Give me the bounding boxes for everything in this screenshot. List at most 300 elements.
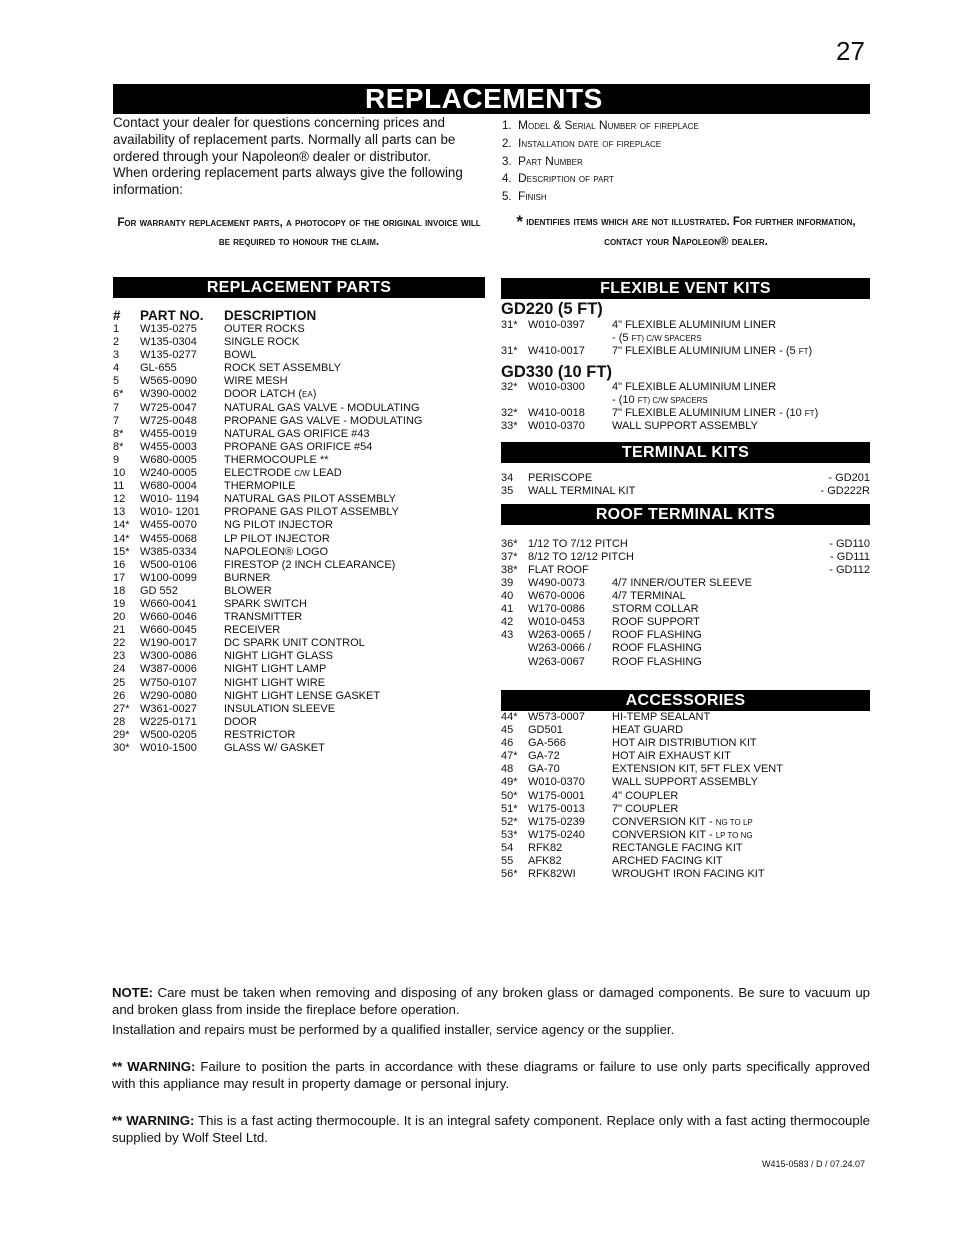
part-description: WIRE MESH (224, 375, 288, 388)
item-number: 50* (501, 789, 518, 802)
part-number: W390-0002 (140, 388, 197, 401)
order-info-item: 2. Installation date of fireplace (502, 135, 662, 150)
part-number: W750-0107 (140, 676, 197, 689)
part-description: 4/7 TERMINAL (612, 590, 686, 603)
part-number: W010- 1194 (140, 493, 200, 506)
part-number: W455-0070 (140, 519, 197, 532)
part-number: W263-0066 / (528, 642, 591, 655)
warning-label: ** WARNING: (112, 1113, 195, 1128)
part-description: NIGHT LIGHT LAMP (224, 663, 327, 676)
item-number: 6* (113, 388, 124, 401)
note-paragraph (112, 984, 870, 1018)
table-row (501, 407, 870, 420)
table-row (501, 868, 870, 881)
part-number: W500-0106 (140, 558, 197, 571)
item-number: 15* (113, 545, 130, 558)
warning-paragraph-2 (112, 1112, 870, 1146)
part-description: BLOWER (224, 584, 272, 597)
part-description: WALL SUPPORT ASSEMBLY (612, 776, 758, 789)
gd330-table (501, 381, 870, 433)
part-number: W010-0370 (528, 420, 585, 433)
item-number: 23 (113, 650, 126, 663)
part-description: THERMOCOUPLE ** (224, 453, 329, 466)
part-description: BURNER (224, 571, 271, 584)
replacement-parts-header-row (113, 308, 485, 324)
part-description: THERMOPILE (224, 480, 296, 493)
item-number: 30* (113, 742, 130, 754)
part-description: TRANSMITTER (224, 611, 303, 624)
table-row (501, 656, 870, 669)
item-number: 48 (501, 763, 514, 776)
item-number: 19 (113, 597, 126, 610)
part-number: RFK82 (528, 841, 563, 854)
part-number: W190-0017 (140, 637, 197, 650)
part-number: W225-0171 (140, 715, 197, 728)
intro-paragraph-2: When ordering replacement parts always give the following information: (113, 165, 463, 198)
part-number: W175-0001 (528, 789, 585, 802)
roof-terminal-parts-table (501, 577, 870, 669)
table-row (113, 402, 485, 415)
part-number: W010-0370 (528, 776, 585, 789)
table-row (501, 472, 870, 485)
part-number: GA-566 (528, 737, 566, 750)
part-number: W170-0086 (528, 603, 585, 616)
part-number: W290-0080 (140, 689, 197, 702)
table-row (113, 703, 485, 716)
part-description: RECEIVER (224, 624, 281, 637)
part-number: W010- 1201 (140, 506, 200, 519)
table-row (113, 742, 485, 755)
part-number: W135-0277 (140, 349, 197, 362)
note-label: NOTE: (112, 985, 154, 1000)
warning-paragraph-1 (112, 1058, 870, 1092)
description-small-caps: C/W (294, 469, 310, 479)
kit-description: 1/12 TO 7/12 PITCH (528, 538, 628, 550)
table-row (113, 585, 485, 598)
item-number: 45 (501, 724, 514, 737)
item-number: 42 (501, 616, 514, 629)
kit-code: - GD112 (829, 564, 870, 577)
item-number: 32* (501, 381, 518, 393)
item-number: 55 (501, 855, 514, 868)
kit-description: WALL TERMINAL KIT (528, 485, 636, 498)
item-number: 38* (501, 564, 518, 577)
order-info-item: 3. Part Number (502, 153, 583, 168)
item-number: 29* (113, 728, 130, 741)
part-number: W410-0017 (528, 345, 585, 358)
part-description: NATURAL GAS ORIFICE #43 (224, 427, 370, 440)
kit-code: - GD111 (830, 551, 870, 564)
part-number: W680-0005 (140, 453, 197, 466)
part-description: DOOR LATCH (EA) (224, 388, 317, 401)
table-row (501, 855, 870, 868)
part-description: 7" FLEXIBLE ALUMINIUM LINER - (5 FT) (612, 345, 813, 358)
item-number: 12 (113, 493, 126, 506)
part-description: DC SPARK UNIT CONTROL (224, 637, 365, 650)
part-description: 4" COUPLER (612, 789, 679, 802)
order-info-list (502, 117, 872, 206)
table-row (501, 776, 870, 789)
item-number: 31* (501, 319, 518, 331)
intro-paragraph-1: Contact your dealer for questions concerning prices and availability of replacement parts. Normally all parts can be ordered through your Napoleon® dealer or distributor. (113, 115, 456, 164)
part-description: LP PILOT INJECTOR (224, 532, 330, 545)
table-row (113, 428, 485, 441)
warning-text: This is a fast acting thermocouple. It is an integral safety component. Replace only with a fast acting thermocouple supplied by Wolf Steel Ltd. (112, 1113, 870, 1145)
table-row (113, 493, 485, 506)
part-description: ROOF FLASHING (612, 655, 702, 668)
part-description: 4/7 INNER/OUTER SLEEVE (612, 577, 752, 589)
table-row (501, 790, 870, 803)
gd220-table (501, 319, 870, 358)
item-number: 21 (113, 624, 126, 637)
item-number: 46 (501, 737, 514, 750)
star-note (500, 212, 872, 252)
table-row (501, 551, 870, 564)
column-header-part-no: PART NO. (140, 308, 204, 323)
kit-code: - GD201 (828, 472, 870, 484)
item-number: 54 (501, 841, 514, 854)
warning-text: Failure to position the parts in accordance with these diagrams or failure to use only parts specifically approved with this appliance may result in property damage or personal injury. (112, 1059, 870, 1091)
table-row (501, 829, 870, 842)
item-number: 44* (501, 711, 518, 723)
part-number: W500-0205 (140, 728, 197, 741)
table-row (501, 737, 870, 750)
table-row (113, 467, 485, 480)
terminal-kits-heading: TERMINAL KITS (501, 442, 870, 463)
item-number: 40 (501, 590, 514, 603)
item-number: 22 (113, 637, 126, 650)
item-number: 51* (501, 802, 518, 815)
part-number: W660-0041 (140, 597, 197, 610)
table-row (113, 415, 485, 428)
item-number: 52* (501, 815, 518, 828)
table-row (501, 538, 870, 551)
part-number: W490-0073 (528, 577, 585, 589)
part-description: SINGLE ROCK (224, 336, 300, 349)
item-number: 13 (113, 506, 126, 519)
column-header-number: # (113, 308, 121, 323)
description-small-caps: FT (798, 347, 809, 357)
part-number: W175-0240 (528, 828, 585, 841)
accessories-heading: ACCESSORIES (501, 690, 870, 711)
part-number: W565-0090 (140, 375, 197, 388)
item-number: 7 (113, 414, 120, 427)
part-number: W660-0046 (140, 611, 197, 624)
install-paragraph (112, 1021, 870, 1038)
part-description: NATURAL GAS PILOT ASSEMBLY (224, 493, 396, 506)
replacement-parts-table (113, 323, 485, 755)
part-description: HOT AIR DISTRIBUTION KIT (612, 737, 757, 750)
part-description: BOWL (224, 349, 257, 362)
order-info-item: 5. Finish (502, 189, 547, 204)
part-description: NG PILOT INJECTOR (224, 519, 334, 532)
part-number: W660-0045 (140, 624, 197, 637)
table-row (113, 559, 485, 572)
item-number: 53* (501, 828, 518, 841)
part-description: INSULATION SLEEVE (224, 702, 336, 715)
warranty-note: For warranty replacement parts, a photocopy of the original invoice will be required to honour the claim. (117, 217, 481, 248)
part-description: DOOR (224, 715, 257, 728)
table-row (501, 319, 870, 332)
part-description: 7" FLEXIBLE ALUMINIUM LINER - (10 FT) (612, 407, 819, 420)
document-code: W415-0583 / D / 07.24.07 (762, 1159, 866, 1169)
warning-label: ** WARNING: (112, 1059, 196, 1074)
part-number: AFK82 (528, 855, 562, 868)
item-number: 14* (113, 519, 130, 532)
table-row (501, 394, 870, 407)
part-description: SPARK SWITCH (224, 597, 307, 610)
table-row (113, 572, 485, 585)
gd330-heading: GD330 (10 FT) (501, 363, 612, 381)
part-number: GA-72 (528, 750, 560, 763)
part-description: ROOF FLASHING (612, 629, 702, 642)
replacement-parts-heading: REPLACEMENT PARTS (113, 277, 485, 298)
table-row (113, 598, 485, 611)
part-description: ROCK SET ASSEMBLY (224, 362, 341, 375)
description-small-caps: FT) C/W SPACERS (631, 334, 702, 344)
part-description: CONVERSION KIT - LP TO NG (612, 828, 753, 841)
item-number: 8* (113, 440, 124, 453)
part-description: PROPANE GAS ORIFICE #54 (224, 440, 373, 453)
part-description: ELECTRODE C/W LEAD (224, 467, 342, 480)
table-row (501, 711, 870, 724)
part-number: W455-0003 (140, 440, 197, 453)
table-row (113, 611, 485, 624)
table-row (501, 803, 870, 816)
item-number: 4 (113, 362, 120, 375)
description-small-caps: FT) C/W SPACERS (637, 396, 708, 406)
roof-terminal-kits-heading: ROOF TERMINAL KITS (501, 504, 870, 525)
table-row (501, 577, 870, 590)
part-description: HI-TEMP SEALANT (612, 711, 711, 723)
part-number: W455-0068 (140, 532, 197, 545)
table-row (113, 637, 485, 650)
part-description: STORM COLLAR (612, 603, 699, 616)
table-row (113, 519, 485, 532)
part-number: W670-0006 (528, 590, 585, 603)
table-row (113, 650, 485, 663)
item-number: 1 (113, 323, 120, 335)
item-number: 11 (113, 480, 125, 493)
part-number: W361-0027 (140, 702, 197, 715)
part-description: FIRESTOP (2 INCH CLEARANCE) (224, 558, 396, 571)
table-row (501, 763, 870, 776)
star-note-text: identifies items which are not illustrated. For further information, contact your Napoleon® dealer. (526, 216, 856, 248)
part-description: OUTER ROCKS (224, 323, 305, 335)
part-description: NIGHT LIGHT GLASS (224, 650, 334, 663)
description-small-caps: FT (804, 409, 815, 419)
table-row (113, 362, 485, 375)
item-number: 33* (501, 420, 518, 433)
part-number: W725-0048 (140, 414, 197, 427)
intro-text (113, 115, 485, 199)
part-description: HOT AIR EXHAUST KIT (612, 750, 731, 763)
part-description: - (10 FT) C/W SPACERS (612, 394, 708, 407)
table-row (113, 690, 485, 703)
part-description: ROOF SUPPORT (612, 616, 700, 629)
item-number: 16 (113, 558, 126, 571)
part-number: W240-0005 (140, 467, 197, 480)
table-row (113, 323, 485, 336)
description-small-caps: NG TO LP (715, 817, 753, 827)
part-description: PROPANE GAS VALVE - MODULATING (224, 414, 423, 427)
table-row (501, 590, 870, 603)
part-description: NAPOLEON® LOGO (224, 545, 329, 558)
page-number: 27 (836, 36, 865, 66)
star-symbol: * (516, 212, 524, 231)
part-description: NIGHT LIGHT LENSE GASKET (224, 689, 381, 702)
note-text: Care must be taken when removing and disposing of any broken glass or damaged components. Be sure to vacuum up and broken glass from inside the fireplace before operation. (112, 985, 870, 1017)
part-description: CONVERSION KIT - NG TO LP (612, 815, 753, 828)
part-number: W573-0007 (528, 711, 585, 723)
terminal-kits-table (501, 472, 870, 498)
part-number: GD501 (528, 724, 563, 737)
kit-description: FLAT ROOF (528, 564, 589, 577)
item-number: 8* (113, 427, 124, 440)
part-number: W010-0453 (528, 616, 585, 629)
table-row (501, 345, 870, 358)
item-number: 31* (501, 345, 518, 358)
kit-description: PERISCOPE (528, 472, 593, 484)
table-row (501, 564, 870, 577)
part-number: W455-0019 (140, 427, 197, 440)
item-number: 43 (501, 629, 514, 642)
kit-description: 8/12 TO 12/12 PITCH (528, 551, 634, 564)
table-row (501, 616, 870, 629)
item-number: 2 (113, 336, 120, 349)
part-description: PROPANE GAS PILOT ASSEMBLY (224, 506, 399, 519)
table-row (501, 642, 870, 655)
table-row (501, 816, 870, 829)
part-description: EXTENSION KIT, 5FT FLEX VENT (612, 763, 783, 776)
table-row (501, 724, 870, 737)
table-row (501, 420, 870, 433)
column-header-description: DESCRIPTION (224, 308, 317, 323)
part-number: RFK82WI (528, 868, 576, 881)
part-number: W135-0275 (140, 323, 197, 335)
part-number: W725-0047 (140, 401, 197, 414)
item-number: 34 (501, 472, 514, 484)
item-number: 25 (113, 676, 126, 689)
part-description: RESTRICTOR (224, 728, 296, 741)
description-small-caps: LP TO NG (715, 830, 753, 840)
part-number: W387-0006 (140, 663, 197, 676)
item-number: 20 (113, 611, 126, 624)
table-row (113, 375, 485, 388)
part-number: W263-0065 / (528, 629, 591, 642)
table-row (113, 506, 485, 519)
item-number: 7 (113, 401, 120, 414)
page-title: REPLACEMENTS (113, 84, 870, 114)
table-row (113, 663, 485, 676)
item-number: 35 (501, 485, 514, 498)
part-description: WROUGHT IRON FACING KIT (612, 868, 765, 881)
table-row (501, 332, 870, 345)
flexible-vent-kits-heading: FLEXIBLE VENT KITS (501, 278, 870, 299)
part-description: 7" COUPLER (612, 802, 679, 815)
kit-code: - GD110 (829, 538, 870, 550)
table-row (501, 842, 870, 855)
description-small-caps: EA (302, 390, 313, 400)
part-number: W175-0239 (528, 815, 585, 828)
item-number: 14* (113, 532, 130, 545)
accessories-table (501, 711, 870, 881)
gd220-heading: GD220 (5 FT) (501, 300, 603, 318)
table-row (113, 336, 485, 349)
part-number: W135-0304 (140, 336, 197, 349)
item-number: 36* (501, 538, 518, 550)
part-number: GA-70 (528, 763, 560, 776)
table-row (113, 716, 485, 729)
item-number: 49* (501, 776, 518, 789)
part-description: NATURAL GAS VALVE - MODULATING (224, 401, 420, 414)
order-info-item: 4. Description of part (502, 171, 614, 186)
table-row (501, 381, 870, 394)
table-row (113, 441, 485, 454)
part-description: RECTANGLE FACING KIT (612, 841, 743, 854)
part-number: W175-0013 (528, 802, 585, 815)
table-row (113, 349, 485, 362)
part-description: GLASS W/ GASKET (224, 742, 325, 754)
table-row (113, 533, 485, 546)
part-number: W010-0397 (528, 319, 585, 331)
part-description: ROOF FLASHING (612, 642, 702, 655)
item-number: 47* (501, 750, 518, 763)
table-row (501, 603, 870, 616)
item-number: 27* (113, 702, 130, 715)
part-number: W263-0067 (528, 655, 585, 668)
item-number: 17 (113, 571, 126, 584)
part-description: 4" FLEXIBLE ALUMINIUM LINER (612, 381, 777, 393)
roof-pitch-table (501, 538, 870, 577)
part-description: ARCHED FACING KIT (612, 855, 723, 868)
table-row (113, 624, 485, 637)
item-number: 39 (501, 577, 514, 589)
kit-code: - GD222R (820, 485, 870, 498)
item-number: 56* (501, 868, 518, 881)
item-number: 37* (501, 551, 518, 564)
part-description: 4" FLEXIBLE ALUMINIUM LINER (612, 319, 777, 331)
part-number: W010-1500 (140, 742, 197, 754)
part-number: W100-0099 (140, 571, 197, 584)
table-row (113, 546, 485, 559)
part-description: WALL SUPPORT ASSEMBLY (612, 420, 758, 433)
item-number: 5 (113, 375, 120, 388)
item-number: 24 (113, 663, 126, 676)
table-row (501, 629, 870, 642)
item-number: 9 (113, 453, 120, 466)
table-row (113, 480, 485, 493)
table-row (113, 729, 485, 742)
order-info-item: 1. Model & Serial Number of fireplace (502, 118, 699, 132)
table-row (113, 388, 485, 401)
table-row (501, 750, 870, 763)
part-number: W010-0300 (528, 381, 585, 393)
item-number: 41 (501, 603, 514, 616)
part-description: - (5 FT) C/W SPACERS (612, 332, 702, 345)
item-number: 26 (113, 689, 126, 702)
part-number: W300-0086 (140, 650, 197, 663)
part-number: W385-0334 (140, 545, 197, 558)
install-text: Installation and repairs must be performed by a qualified installer, service agency or the supplier. (112, 1022, 675, 1037)
part-number: GD 552 (140, 584, 178, 597)
item-number: 28 (113, 715, 126, 728)
part-number: W680-0004 (140, 480, 197, 493)
table-row (501, 485, 870, 498)
item-number: 18 (113, 584, 126, 597)
part-description: NIGHT LIGHT WIRE (224, 676, 326, 689)
table-row (113, 677, 485, 690)
